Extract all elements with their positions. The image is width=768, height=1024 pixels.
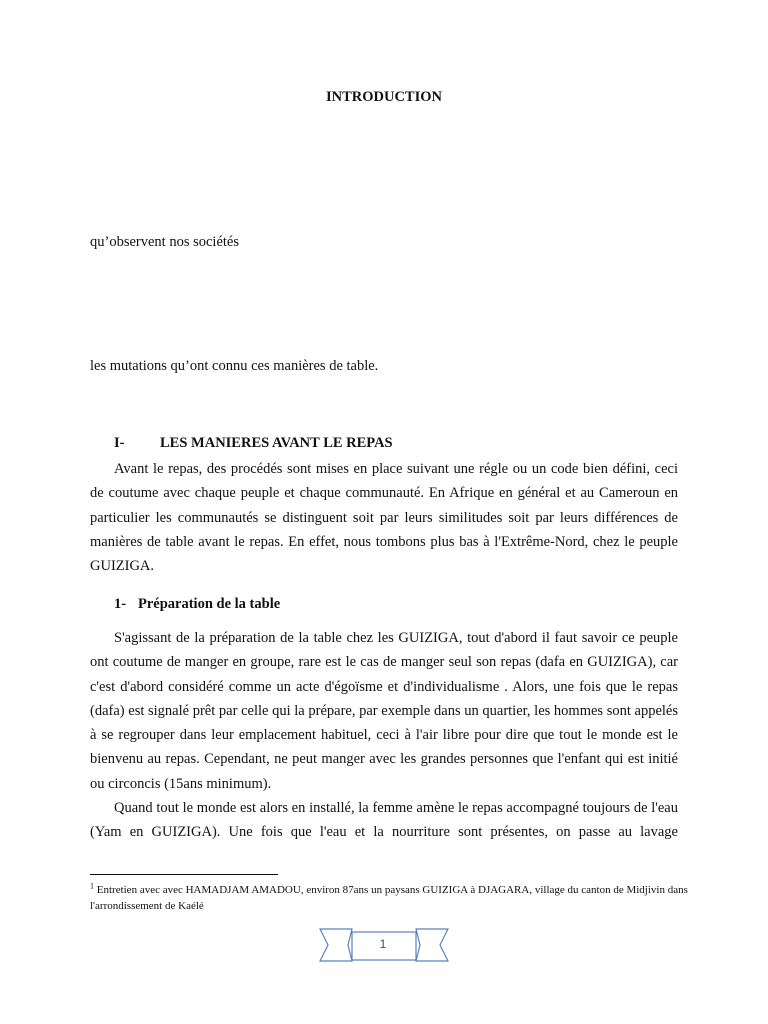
section-heading: LES MANIERES AVANT LE REPAS <box>160 435 393 451</box>
section-paragraph-block <box>90 457 678 578</box>
footnote-text: Entretien avec avec HAMADJAM AMADOU, environ 87ans un paysans GUIZIGA à DJAGARA, village du canton de Midjivin dans l'arrondissement de Kaélé <box>90 884 688 912</box>
section-paragraph: Avant le repas, des procédés sont mises en place suivant une régle ou un code bien défini, ceci de coutume avec chaque peuple et chaque communauté. En Afrique en général et au Cameroun en particulier les communautés se distinguent soit par leurs similitudes soit par leurs différences de manières de table avant le repas. En effet, nous tombons plus bas à l'Extrême-Nord, chez le peuple GUIZIGA. <box>90 461 678 575</box>
footnote-separator <box>90 874 278 875</box>
section-number: I- <box>114 435 125 451</box>
subsection-heading: Préparation de la table <box>138 596 281 612</box>
subsection-paragraph-1: S'agissant de la préparation de la table chez les GUIZIGA, tout d'abord il faut savoir ce peuple ont coutume de manger en groupe, rare est le cas de manger seul son repas (dafa en GUIZIGA), car c'est d'abord considéré comme un acte d'égoïsme et d'individualisme . Alors, une fois que le repas (dafa) est signalé prêt par celle qui la prépare, par exemple dans un quartier, les hommes sont appelés à se regrouper dans leur emplacement habituel, ceci à l'air libre pour dire que tout le monde est le bienvenu au repas. Cependant, ne peut manger avec les grandes personnes que l'enfant qui est initié ou circoncis (15ans minimum). <box>90 630 678 792</box>
footnote-marker: 1 <box>90 881 94 891</box>
subsection-number: 1- <box>114 596 127 612</box>
subsection-paragraph-block <box>90 626 678 845</box>
footnote <box>90 882 690 914</box>
page-number: 1 <box>379 937 387 951</box>
page-title: INTRODUCTION <box>325 89 442 105</box>
intro-line-1: qu’observent nos sociétés <box>90 234 239 250</box>
intro-line-2: les mutations qu’ont connu ces manières de table. <box>90 358 379 374</box>
subsection-paragraph-2: Quand tout le monde est alors en installé, la femme amène le repas accompagné toujours de l'eau (Yam en GUIZIGA). Une fois que l'eau et la nourriture sont présentes, on passe au lavage <box>90 800 678 841</box>
